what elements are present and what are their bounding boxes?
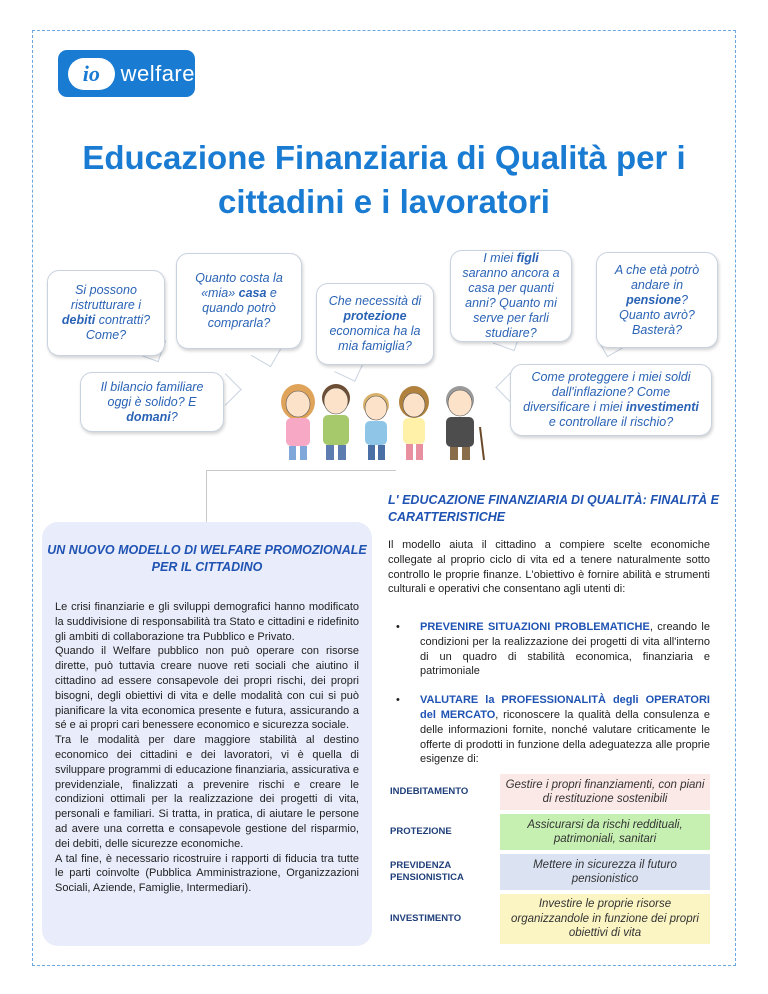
welfare-model-body: Le crisi finanziarie e gli sviluppi demografici hanno modificato la suddivisione di responsabilità tra Stato e cittadini e ridefinito gli ambiti di collaborazione tra Pubblico e Privato. Quando il Welfare pubblico non può operare con risorse dirette, può tuttavia creare nuove reti sociali che aiutino il cittadino ad essere consapevole dei propri rischi, dei propri bisogni, degli obiettivi di vita e delle modalità con cui si può pianificare la vita economica presente e futura, assicurando a sé e ai propri cari benessere economico e sicurezza sociale. Tra le modalità per dare maggiore stabilità al destino economico dei cittadini e dei lavoratori, vi è quella di sviluppare programmi di educazione finanziaria, assicurativa e previdenziale, finalizzati a prevenire rischi e creare le condizioni ottimali per la realizzazione dei progetti di vita, personali e familiari. Si tratta, in pratica, di aiutare le persone ad avere una corretta e consapevole gestione del risparmio, dei debiti, delle sicurezze economiche. A tal fine, è necessario ricostruire i rapporti di fiducia tra tutte le parti coinvolte (Pubblica Amministrazione, Organizzazioni Sociali, Aziende, Famiglie, Intermediari). xyxy=(55,601,359,895)
section-divider xyxy=(206,470,396,471)
bubble-figli xyxy=(450,250,572,342)
welfare-model-heading: UN NUOVO MODELLO DI WELFARE PROMOZIONALE PER IL CITTADINO xyxy=(47,543,367,574)
education-heading: L' EDUCAZIONE FINANZIARIA DI QUALITÀ: FINALITÀ E CARATTERISTICHE xyxy=(388,493,719,524)
logo-text: welfare xyxy=(120,60,195,86)
table-row-value: Mettere in sicurezza il futuro pensionistico xyxy=(500,854,710,890)
table-row xyxy=(390,854,732,890)
person-boy xyxy=(363,393,389,460)
table-row-label: PROTEZIONE xyxy=(390,826,452,837)
bubble-pensione xyxy=(596,252,718,348)
bubble-text: Che necessità di protezione economica ha la mia famiglia? xyxy=(328,294,422,353)
goals-list xyxy=(388,620,710,781)
table-row xyxy=(390,894,732,944)
list-item: • PREVENIRE SITUAZIONI PROBLEMATICHE, creando le condizioni per la realizzazione dei progetti di vita all'interno di un quadro di stabilità economica, finanziaria e patrimoniale xyxy=(396,621,710,678)
bullet-icon: • xyxy=(396,621,400,633)
welfare-model-box xyxy=(42,522,372,946)
bubble-debiti xyxy=(47,270,165,356)
bubble-casa xyxy=(176,253,302,349)
bubble-text: Quanto costa la «mia» casa e quando potrò comprarla? xyxy=(195,271,283,330)
education-intro: Il modello aiuta il cittadino a compiere scelte economiche collegate al proprio ciclo di vita ed a tenere naturalmente sotto controllo le proprie finanze. L'obiettivo è fornire abilità e strumenti culturali e operativi che consentano agli utenti di: xyxy=(388,539,710,596)
bubble-text: Si possono ristrutturare i debiti contratti? Come? xyxy=(61,283,151,342)
table-row-label: INVESTIMENTO xyxy=(390,913,462,924)
family-illustration xyxy=(270,372,495,464)
bubble-protezione xyxy=(316,283,434,365)
person-girl xyxy=(399,386,429,460)
bubble-investimenti xyxy=(510,364,712,436)
table-row xyxy=(390,814,732,850)
person-woman xyxy=(281,384,315,460)
person-grandfather xyxy=(446,386,484,460)
needs-table xyxy=(390,774,732,948)
bubble-text: A che età potrò andare in pensione? Quanto avrò? Basterà? xyxy=(614,262,700,337)
bullet-icon: • xyxy=(396,694,400,707)
table-row-value: Gestire i propri finanziamenti, con piani di restituzione sostenibili xyxy=(500,774,710,810)
bubble-text: I miei figli saranno ancora a casa per quanti anni? Quanto mi serve per farli studiare? xyxy=(462,251,560,340)
table-row-label: INDEBITAMENTO xyxy=(390,786,469,797)
bubble-bilancio xyxy=(80,372,224,432)
person-man xyxy=(322,384,350,460)
logo-badge: io xyxy=(68,58,115,90)
table-row-label: PREVIDENZA PENSIONISTICA xyxy=(390,860,464,883)
table-row xyxy=(390,774,732,810)
table-row-value: Investire le proprie risorse organizzandole in funzione dei propri obiettivi di vita xyxy=(500,894,710,944)
bubble-text: Il bilancio familiare oggi è solido? E domani? xyxy=(100,379,204,424)
list-item: • VALUTARE la PROFESSIONALITÀ degli OPERATORI del MERCATO, riconoscere la qualità della consulenza e delle informazioni fornite, nonché valutare criticamente le offerte di prodotti in funzione della adeguatezza alle proprie esigenze di: xyxy=(396,694,710,766)
table-row-value: Assicurarsi da rischi reddituali, patrimoniali, sanitari xyxy=(500,814,710,850)
bubble-text: Come proteggere i miei soldi dall'inflazione? Come diversificare i miei investimenti e controllare il rischio? xyxy=(523,370,699,429)
page-title: Educazione Finanziaria di Qualità per i cittadini e i lavoratori xyxy=(82,139,686,220)
welfare-logo xyxy=(58,50,195,97)
